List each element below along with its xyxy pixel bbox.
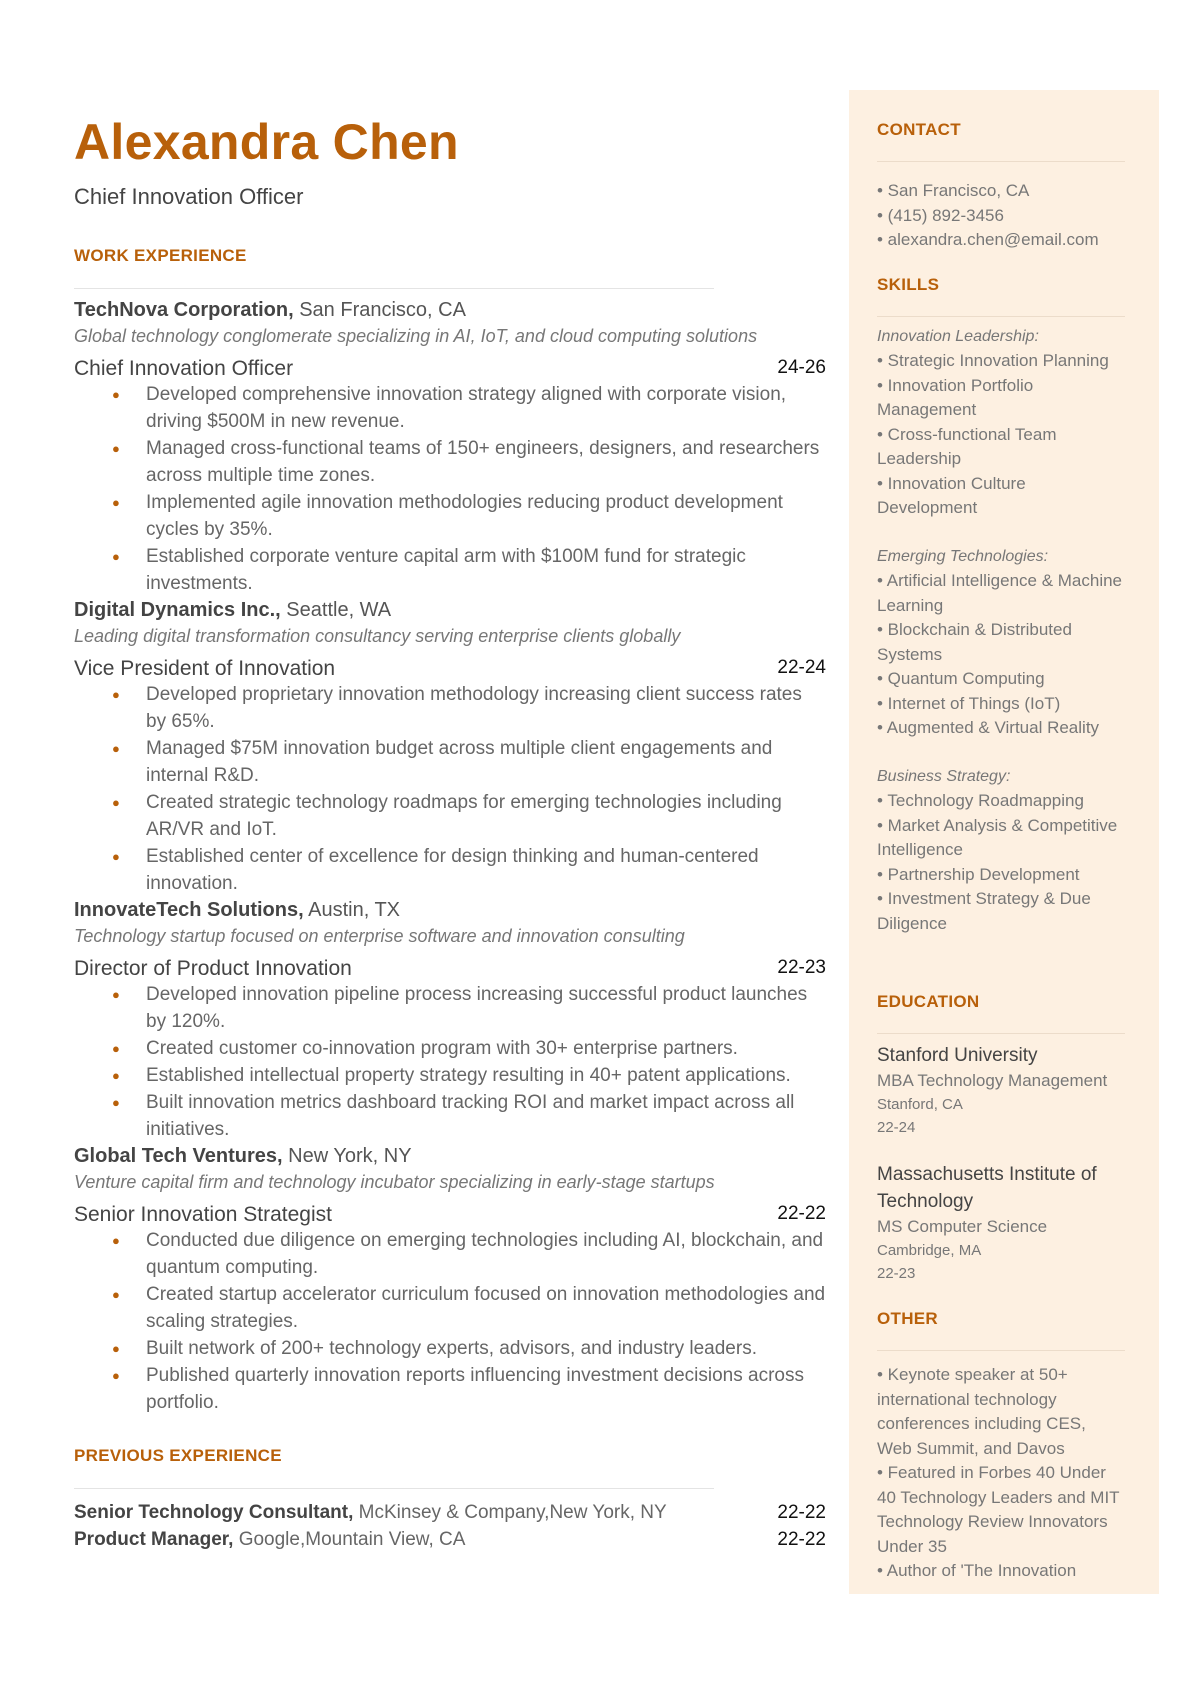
company-description: Global technology conglomerate specializing in AI, IoT, and cloud computing solutions [74, 326, 758, 346]
education-degree: MS Computer Science [877, 1217, 1048, 1236]
other-heading: OTHER [877, 1309, 938, 1328]
previous-role-row [74, 1499, 826, 1526]
achievement-item: ● Published quarterly innovation reports influencing investment decisions across portfolio. [74, 1362, 826, 1416]
sidebar-divider [877, 1350, 1125, 1351]
company-line [74, 899, 826, 922]
company-line [74, 599, 826, 622]
previous-role: Senior Technology Consultant, [74, 1502, 354, 1523]
company-name: InnovateTech Solutions, [74, 899, 304, 921]
education-school: Massachusetts Institute of Technology [877, 1164, 1097, 1212]
skill-item: • Cross-functional Team Leadership [877, 424, 1057, 468]
previous-role: Product Manager, [74, 1529, 234, 1550]
education-heading: EDUCATION [877, 992, 980, 1011]
previous-dates: 22-22 [777, 1502, 826, 1523]
candidate-name: Alexandra Chen [74, 114, 459, 170]
job-entry [74, 299, 826, 597]
company-location: Austin, TX [308, 899, 401, 921]
job-entry [74, 899, 826, 1143]
role-title: Chief Innovation Officer [74, 357, 294, 380]
achievement-item: ● Managed cross-functional teams of 150+ engineers, designers, and researchers across multiple time zones. [74, 435, 826, 489]
previous-role-row [74, 1526, 826, 1553]
role-dates: 22-23 [777, 957, 826, 978]
other-item: • Author of 'The Innovation [877, 1561, 1077, 1580]
skill-item: • Blockchain & Distributed Systems [877, 620, 1072, 664]
previous-org: Google,Mountain View, CA [238, 1529, 466, 1550]
skill-group-name: Innovation Leadership: [877, 327, 1039, 345]
company-line [74, 299, 826, 322]
other-item: • Keynote speaker at 50+ international technology conferences including CES, Web Summit, and Davos [877, 1365, 1086, 1458]
education-entry [877, 1161, 1125, 1285]
role-dates: 22-24 [777, 657, 826, 678]
contact-location: • San Francisco, CA [877, 181, 1030, 200]
achievement-item: ● Established intellectual property strategy resulting in 40+ patent applications. [74, 1062, 826, 1089]
skill-item: • Augmented & Virtual Reality [877, 718, 1100, 737]
skill-group-name: Business Strategy: [877, 767, 1011, 785]
company-location: San Francisco, CA [299, 299, 466, 321]
company-line [74, 1145, 826, 1168]
achievement-item: ● Developed proprietary innovation methodology increasing client success rates by 65%. [74, 681, 826, 735]
achievement-item: ● Built network of 200+ technology experts, advisors, and industry leaders. [74, 1335, 826, 1362]
contact-list [877, 179, 1125, 253]
sidebar-divider [877, 161, 1125, 162]
skill-item: • Partnership Development [877, 864, 1080, 884]
skill-group [877, 765, 1125, 937]
achievement-item: ● Created startup accelerator curriculum focused on innovation methodologies and scaling strategies. [74, 1281, 826, 1335]
role-dates: 22-22 [777, 1203, 826, 1224]
education-dates: 22-24 [877, 1119, 916, 1136]
work-experience-heading: WORK EXPERIENCE [74, 246, 247, 265]
skill-item: • Artificial Intelligence & Machine Learning [877, 571, 1123, 615]
skill-item: • Quantum Computing [877, 669, 1045, 688]
company-description: Technology startup focused on enterprise software and innovation consulting [74, 926, 685, 946]
achievement-item: ● Established corporate venture capital arm with $100M fund for strategic investments. [74, 543, 826, 597]
sidebar-content [877, 90, 1125, 1584]
skill-item: • Technology Roadmapping [877, 791, 1084, 810]
sidebar [849, 90, 1159, 1594]
achievement-item: ● Created customer co-innovation program with 30+ enterprise partners. [74, 1035, 826, 1062]
achievement-item: ● Created strategic technology roadmaps for emerging technologies including AR/VR and IoT. [74, 789, 826, 843]
education-degree: MBA Technology Management [877, 1071, 1108, 1090]
company-name: Digital Dynamics Inc., [74, 599, 281, 621]
achievement-item: ● Managed $75M innovation budget across multiple client engagements and internal R&D. [74, 735, 826, 789]
skill-item: • Investment Strategy & Due Diligence [877, 889, 1091, 933]
role-title: Vice President of Innovation [74, 657, 336, 680]
role-title: Senior Innovation Strategist [74, 1203, 332, 1226]
achievement-item: ● Established center of excellence for design thinking and human-centered innovation. [74, 843, 826, 897]
sidebar-divider [877, 1033, 1125, 1034]
education-school: Stanford University [877, 1045, 1038, 1066]
candidate-title: Chief Innovation Officer [74, 184, 304, 209]
main-column [74, 112, 826, 1553]
education-location: Cambridge, MA [877, 1242, 982, 1259]
achievement-item: ● Conducted due diligence on emerging technologies including AI, blockchain, and quantum computing. [74, 1227, 826, 1281]
achievement-item: ● Implemented agile innovation methodologies reducing product development cycles by 35%. [74, 489, 826, 543]
role-row [74, 1203, 826, 1227]
company-location: Seattle, WA [286, 599, 392, 621]
company-name: Global Tech Ventures, [74, 1145, 283, 1167]
skill-group-name: Emerging Technologies: [877, 547, 1049, 565]
skill-item: • Market Analysis & Competitive Intelligence [877, 815, 1118, 859]
contact-phone: • (415) 892-3456 [877, 205, 1004, 225]
previous-org: McKinsey & Company,New York, NY [358, 1502, 667, 1523]
skill-item: • Strategic Innovation Planning [877, 351, 1109, 370]
education-dates: 22-23 [877, 1265, 916, 1282]
previous-experience-list [74, 1499, 826, 1553]
achievement-list [74, 681, 826, 897]
other-list [877, 1363, 1125, 1584]
skill-item: • Internet of Things (IoT) [877, 693, 1061, 713]
role-row [74, 657, 826, 681]
company-description: Venture capital firm and technology incubator specializing in early-stage startups [74, 1172, 715, 1192]
contact-email: • alexandra.chen@email.com [877, 230, 1099, 249]
company-description: Leading digital transformation consultancy serving enterprise clients globally [74, 626, 681, 646]
achievement-item: ● Developed comprehensive innovation strategy aligned with corporate vision, driving $500M in new revenue. [74, 381, 826, 435]
previous-dates: 22-22 [777, 1529, 826, 1550]
section-divider [74, 1488, 714, 1489]
achievement-list [74, 381, 826, 597]
role-row [74, 357, 826, 381]
job-entry [74, 599, 826, 897]
education-entry [877, 1042, 1125, 1139]
education-location: Stanford, CA [877, 1096, 963, 1113]
role-title: Director of Product Innovation [74, 957, 352, 980]
achievement-item: ● Developed innovation pipeline process increasing successful product launches by 120%. [74, 981, 826, 1035]
section-divider [74, 288, 714, 289]
role-row [74, 957, 826, 981]
achievement-list [74, 981, 826, 1143]
skill-item: • Innovation Culture Development [877, 473, 1026, 517]
skill-group [877, 325, 1125, 521]
skill-group [877, 545, 1125, 741]
previous-experience-heading: PREVIOUS EXPERIENCE [74, 1446, 282, 1465]
other-item: • Featured in Forbes 40 Under 40 Technology Leaders and MIT Technology Review Innovators Under 35 [877, 1463, 1120, 1556]
skill-item: • Innovation Portfolio Management [877, 375, 1034, 419]
skills-heading: SKILLS [877, 274, 940, 294]
achievement-item: ● Built innovation metrics dashboard tracking ROI and market impact across all initiatives. [74, 1089, 826, 1143]
role-dates: 24-26 [777, 357, 826, 378]
contact-heading: CONTACT [877, 120, 961, 139]
job-entry [74, 1145, 826, 1416]
achievement-list [74, 1227, 826, 1416]
company-name: TechNova Corporation, [74, 299, 294, 321]
company-location: New York, NY [288, 1145, 412, 1167]
sidebar-divider [877, 316, 1125, 317]
